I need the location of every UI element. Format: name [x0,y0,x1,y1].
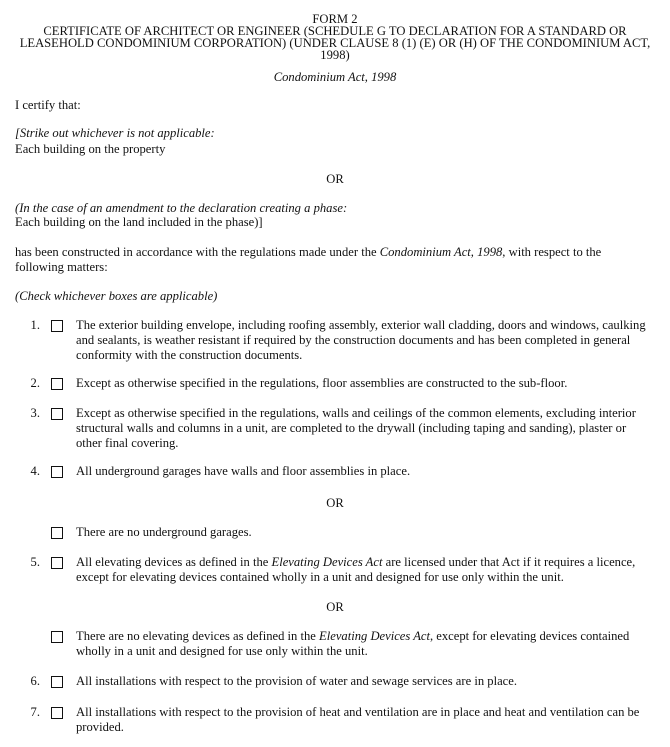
item-line: Except as otherwise specified in the regulations, walls and ceilings of the common elements, excluding interior [76,406,636,420]
item-line [76,555,656,570]
act-name: Condominium Act, 1998 [273,70,397,84]
item-5-pre: All elevating devices as defined in the [76,555,272,569]
item-5b-pre: There are no elevating devices as defined in the [76,629,320,643]
item-6-text [76,674,656,689]
checkbox-item-4[interactable] [51,466,63,478]
strike-note: [Strike out whichever is not applicable: [15,126,215,140]
item-line [76,629,656,644]
item-line: structural walls and columns in a unit, are completed to the drywall (including taping and sanding), plaster or [76,421,627,435]
item-line: wholly in a unit and designed for use only within the unit. [76,644,368,658]
checkbox-no-elevating-devices[interactable] [51,631,63,643]
constructed-post: , with respect to the [502,245,602,259]
no-elevating-devices-text [76,629,656,659]
constructed-text [15,245,601,260]
item-line: conformity with the construction documents. [76,348,303,362]
form-title-line-1: CERTIFICATE OF ARCHITECT OR ENGINEER (SCHEDULE G TO DECLARATION FOR A STANDARD OR [43,24,627,38]
form-title-line-3: 1998) [320,48,350,62]
item-number: 2. [30,376,40,390]
item-number: 1. [30,318,40,332]
item-line: and sealants, is weather resistant if required by the construction documents and has been completed in general [76,333,631,347]
form-title-line-2: LEASEHOLD CONDOMINIUM CORPORATION) (UNDER CLAUSE 8 (1) (E) OR (H) OF THE CONDOMINIUM ACT, [19,36,651,50]
item-number: 6. [30,674,40,688]
item-5b-act: Elevating Devices Act [319,629,430,643]
item-7-text [76,705,656,735]
item-line: All installations with respect to the provision of water and sewage services are in place. [76,674,517,688]
checkbox-item-6[interactable] [51,676,63,688]
item-2-text [76,376,656,391]
amendment-note: (In the case of an amendment to the declaration creating a phase: [15,201,348,215]
item-line: Except as otherwise specified in the regulations, floor assemblies are constructed to the sub-floor. [76,376,568,390]
checkbox-item-7[interactable] [51,707,63,719]
item-line: except for elevating devices contained wholly in a unit and designed for use only within the unit. [76,570,564,584]
item-line: All underground garages have walls and floor assemblies in place. [76,464,411,478]
checkbox-item-2[interactable] [51,378,63,390]
form-number: FORM 2 [312,12,358,26]
item-number: 4. [30,464,40,478]
checkbox-no-underground-garages[interactable] [51,527,63,539]
item-5-post: are licensed under that Act if it requires a licence, [382,555,636,569]
item-line: other final covering. [76,436,179,450]
certify-text: I certify that: [15,98,81,112]
or-separator-1: OR [326,172,344,186]
item-line: All installations with respect to the provision of heat and ventilation are in place and heat and ventilation can be [76,705,640,719]
item-number: 5. [30,555,40,569]
checkbox-item-1[interactable] [51,320,63,332]
item-5b-post: , except for elevating devices contained [430,629,630,643]
item-5-text [76,555,656,585]
item-line: The exterior building envelope, including roofing assembly, exterior wall cladding, doors and windows, caulking [76,318,646,332]
item-4-text [76,464,656,479]
each-building-text: Each building on the property [15,142,166,156]
item-number: 7. [30,705,40,719]
or-separator-3: OR [326,600,344,614]
item-1-text [76,318,656,363]
item-3-text [76,406,656,451]
item-number: 3. [30,406,40,420]
item-line: There are no underground garages. [76,525,252,539]
no-underground-garages-text [76,525,656,540]
checkbox-item-3[interactable] [51,408,63,420]
constructed-act: Condominium Act, 1998 [379,245,503,259]
checkbox-item-5[interactable] [51,557,63,569]
each-building-phase-text: Each building on the land included in the phase)] [15,215,263,229]
or-separator-2: OR [326,496,344,510]
item-line: provided. [76,720,124,734]
check-note: (Check whichever boxes are applicable) [15,289,218,303]
item-5-act: Elevating Devices Act [271,555,383,569]
constructed-line-2: following matters: [15,260,108,274]
constructed-pre: has been constructed in accordance with the regulations made under the [15,245,380,259]
